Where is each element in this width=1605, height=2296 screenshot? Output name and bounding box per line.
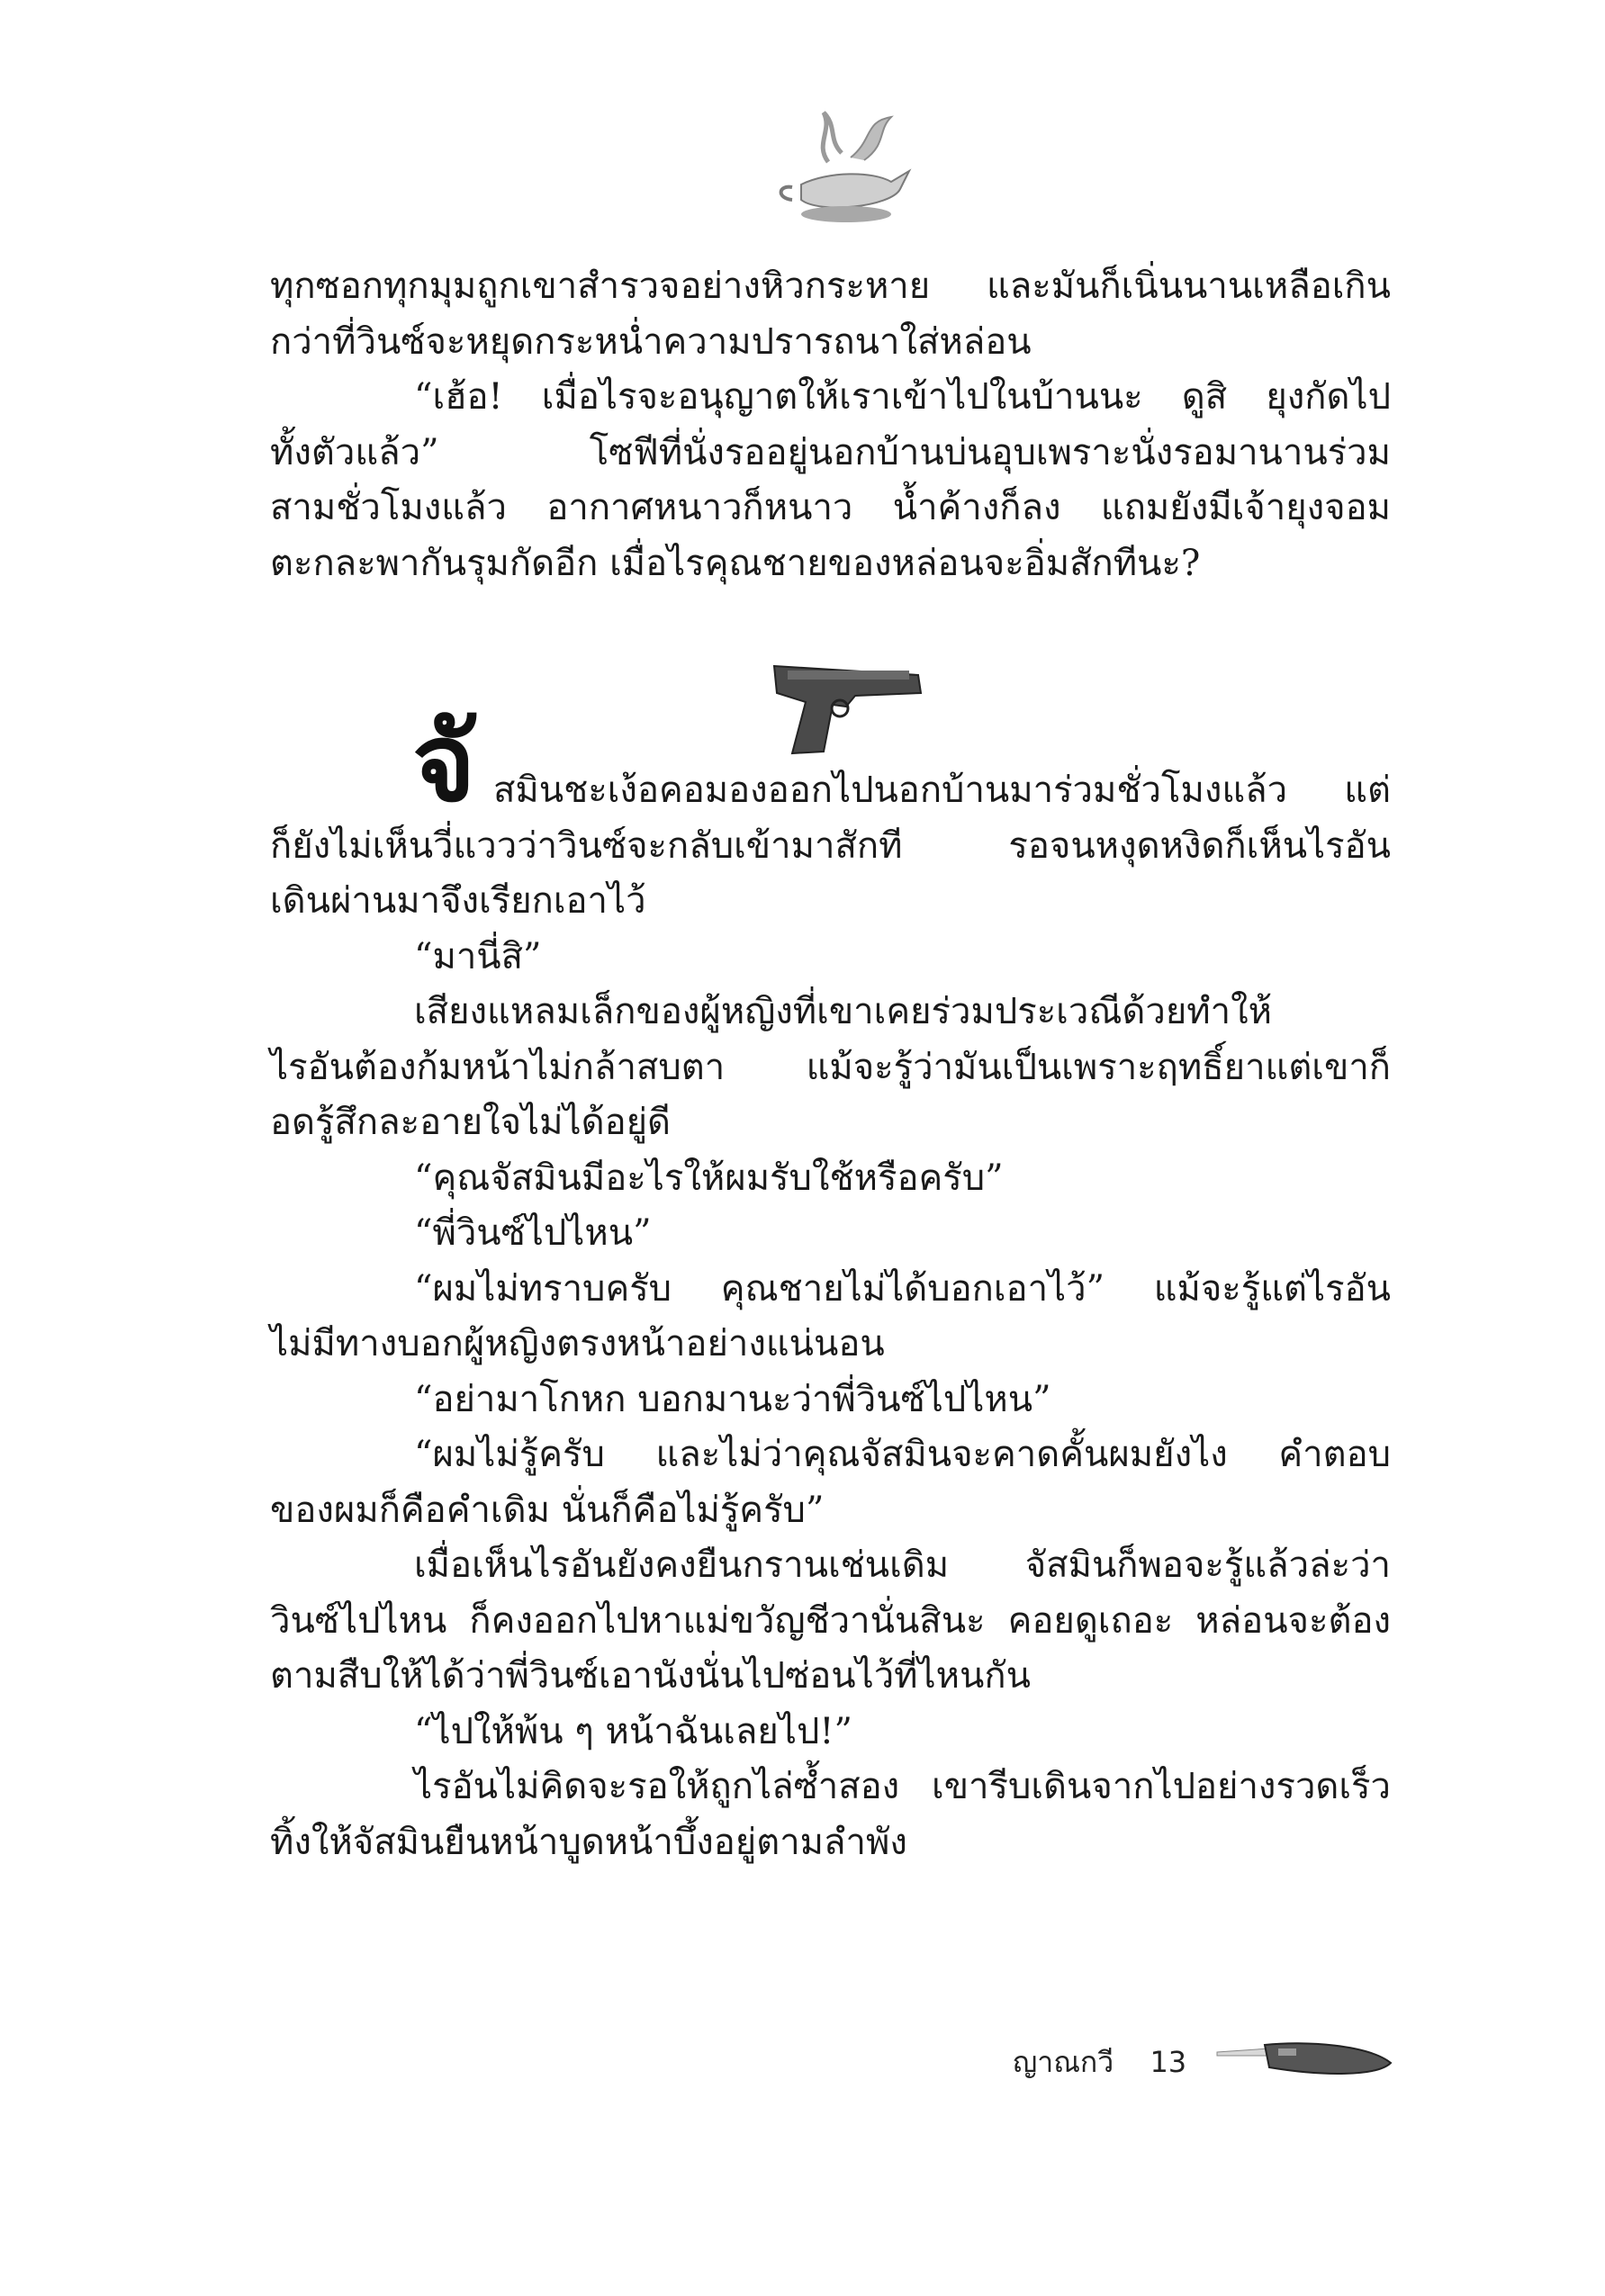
text-line: ทั้งตัวแล้ว” โซฟีที่นั่งรออยู่นอกบ้านบ่นอุบเพราะนั่งรอมานานร่วม bbox=[270, 431, 1391, 473]
text-line: “คุณจัสมินมีอะไรให้ผมรับใช้หรือครับ” bbox=[414, 1157, 1004, 1199]
drop-cap-line bbox=[270, 699, 1391, 826]
text-line: ตะกละพากันรุมกัดอีก เมื่อไรคุณชายของหล่อนจะอิ่มสักทีนะ? bbox=[270, 542, 1201, 584]
pistol-icon bbox=[770, 653, 927, 761]
paragraph-group-bottom bbox=[270, 699, 1391, 1870]
text-line: “ผมไม่รู้ครับ และไม่ว่าคุณจัสมินจะคาดคั้นผมยังไง คำตอบ bbox=[414, 1434, 1391, 1475]
text-line: ของผมก็คือคำเดิม นั่นก็คือไม่รู้ครับ” bbox=[270, 1489, 825, 1531]
teapot-lamp-icon bbox=[765, 99, 918, 234]
text-line: ทุกซอกทุกมุมถูกเขาสำรวจอย่างหิวกระหาย และมันก็เนิ่นนานเหลือเกิน bbox=[270, 266, 1391, 307]
text-line: ไรอันต้องก้มหน้าไม่กล้าสบตา แม้จะรู้ว่ามันเป็นเพราะฤทธิ์ยาแต่เขาก็ bbox=[270, 1046, 1391, 1088]
text-line: ไรอันไม่คิดจะรอให้ถูกไล่ซ้ำสอง เขารีบเดินจากไปอย่างรวดเร็ว bbox=[414, 1766, 1391, 1807]
text-line: เดินผ่านมาจึงเรียกเอาไว้ bbox=[270, 880, 646, 922]
text-line: “มานี่สิ” bbox=[414, 935, 542, 977]
page-footer bbox=[1013, 2039, 1186, 2085]
text-line: ทิ้งให้จัสมินยืนหน้าบูดหน้าบึ้งอยู่ตามลำพัง bbox=[270, 1821, 907, 1863]
text-line: สามชั่วโมงแล้ว อากาศหนาวก็หนาว น้ำค้างก็ลง แถมยังมีเจ้ายุงจอม bbox=[270, 487, 1391, 528]
text-line: วินซ์ไปไหน ก็คงออกไปหาแม่ขวัญชีวานั่นสินะ คอยดูเถอะ หล่อนจะต้อง bbox=[270, 1599, 1391, 1642]
text-line: ตามสืบให้ได้ว่าพี่วินซ์เอานังนั่นไปซ่อนไว้ที่ไหนกัน bbox=[270, 1655, 1031, 1697]
paragraph-group-top bbox=[270, 259, 1391, 591]
footer-author: ญาณกวี bbox=[1013, 2045, 1114, 2079]
page-number: 13 bbox=[1150, 2045, 1187, 2079]
text-line: “เฮ้อ! เมื่อไรจะอนุญาตให้เราเข้าไปในบ้านนะ ดูสิ ยุงกัดไป bbox=[414, 376, 1391, 418]
text-line: “พี่วินซ์ไปไหน” bbox=[414, 1212, 652, 1254]
drop-cap-letter: จั bbox=[412, 699, 476, 826]
text-line: “ผมไม่ทราบครับ คุณชายไม่ได้บอกเอาไว้” แม้จะรู้แต่ไรอัน bbox=[414, 1267, 1391, 1310]
text-line: อดรู้สึกละอายใจไม่ได้อยู่ดี bbox=[270, 1102, 672, 1143]
drop-cap-rest: สมินชะเง้อคอมองออกไปนอกบ้านมาร่วมชั่วโมงแล้ว แต่ bbox=[493, 770, 1391, 811]
text-line: กว่าที่วินซ์จะหยุดกระหน่ำความปรารถนาใส่หล่อน bbox=[270, 320, 1032, 363]
text-line: เสียงแหลมเล็กของผู้หญิงที่เขาเคยร่วมประเวณีด้วยทำให้ bbox=[414, 991, 1273, 1032]
utility-knife-icon bbox=[1215, 2036, 1395, 2090]
text-line: เมื่อเห็นไรอันยังคงยืนกรานเช่นเดิม จัสมินก็พอจะรู้แล้วล่ะว่า bbox=[414, 1544, 1391, 1586]
text-line: ไม่มีทางบอกผู้หญิงตรงหน้าอย่างแน่นอน bbox=[270, 1323, 885, 1364]
text-line: “อย่ามาโกหก บอกมานะว่าพี่วินซ์ไปไหน” bbox=[414, 1378, 1051, 1420]
text-line: ก็ยังไม่เห็นวี่แววว่าวินซ์จะกลับเข้ามาสักที รอจนหงุดหงิดก็เห็นไรอัน bbox=[270, 824, 1391, 867]
text-line: “ไปให้พ้น ๆ หน้าฉันเลยไป!” bbox=[414, 1710, 852, 1752]
